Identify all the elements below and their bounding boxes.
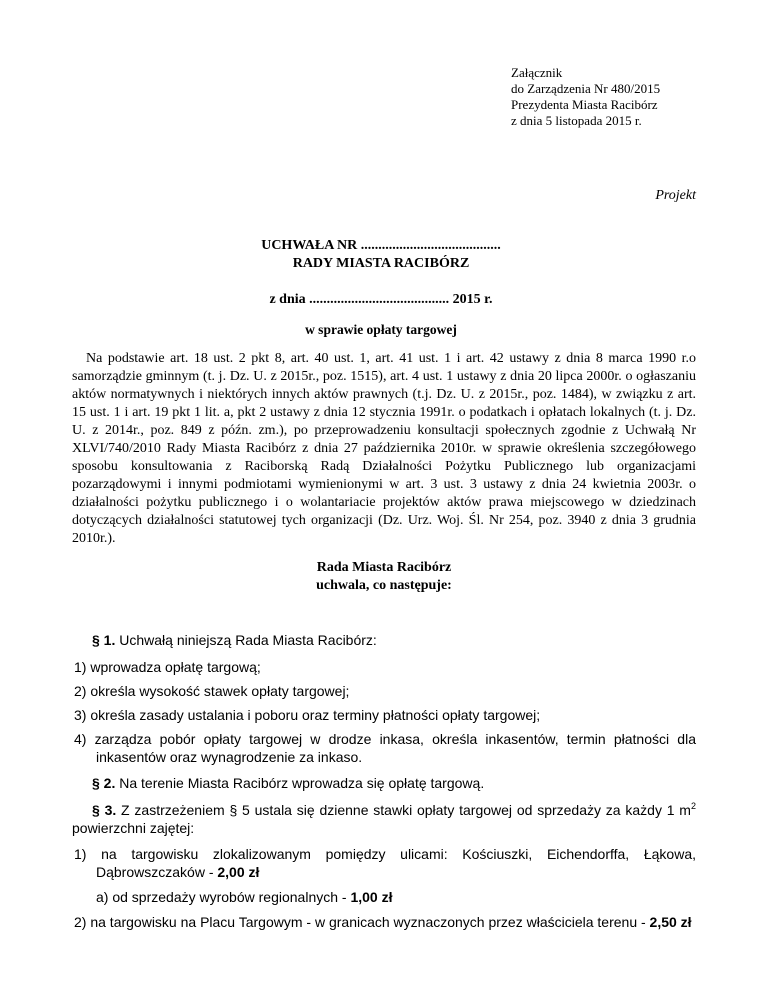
council-name-line: Rada Miasta Racibórz xyxy=(316,560,452,575)
section-1 xyxy=(92,632,377,648)
resolves-line: uchwala, co następuje: xyxy=(316,578,452,593)
section-2-number: § 2. xyxy=(92,775,116,791)
superscript-2: 2 xyxy=(690,801,696,811)
resolution-date: z dnia ........................................ 2015 r. xyxy=(269,292,493,307)
section-1-item-1: 1) wprowadza opłatę targową; xyxy=(74,659,261,675)
section-3-item-1a xyxy=(96,889,393,905)
resolution-title xyxy=(0,237,765,273)
item-2-text: 2) na targowisku na Placu Targowym - w granicach wyznaczonych przez właściciela terenu - xyxy=(74,914,650,930)
item-1a-rate: 1,00 zł xyxy=(350,889,393,905)
section-2-text: Na terenie Miasta Racibórz wprowadza się opłatę targową. xyxy=(115,775,485,791)
section-3-item-1 xyxy=(74,845,696,881)
annex-issuer: Prezydenta Miasta Racibórz xyxy=(511,97,658,112)
section-3-number: § 3. xyxy=(92,802,117,818)
legal-basis-paragraph: Na podstawie art. 18 ust. 2 pkt 8, art. 40 ust. 1, art. 41 ust. 1 i art. 42 ustawy z dnia 8 marca 1990 r.o samorządzie gminnym (t. j. Dz. U. z 2015r., poz. 1515), art. 4 ust. 1 ustawy z dnia 20 lipca 2000r. o ogłaszaniu aktów normatywnych i niektórych innych aktów prawnych (t.j. Dz. U. z 2015r., poz. 1484), w związku z art. 15 ust. 1 i art. 19 pkt 1 lit. a, pkt 2 ustawy z dnia 12 stycznia 1991r. o podatkach i opłatach lokalnych (t. j. Dz. U. z 2014r., poz. 849 z późn. zm.), po przeprowadzeniu konsultacji społecznych zgodnie z Uchwałą Nr XLVI/740/2010 Rady Miasta Racibórz z dnia 27 października 2010r. w sprawie określenia szczegółowego sposobu konsultowania z Raciborską Radą Działalności Pożytku Publicznego lub organizacjami pozarządowymi i innymi podmiotami wymienionymi w art. 3 ust. 3 ustawy z dnia 24 kwietnia 2003r. o działalności pożytku publicznego i o wolantariacie projektów aktów prawa miejscowego w dziedzinach dotyczących działalności statutowej tych organizacji (Dz. Urz. Woj. Śl. Nr 254, poz. 3940 z dnia 3 grudnia 2010r.). xyxy=(72,351,696,546)
section-1-text: Uchwałą niniejszą Rada Miasta Racibórz: xyxy=(115,632,377,648)
section-3-item-2 xyxy=(74,913,696,931)
resolution-number: UCHWAŁA NR ........................................ xyxy=(261,238,501,253)
section-1-item-4: 4) zarządza pobór opłaty targowej w drodze inkasa, określa inkasentów, termin płatności dla inkasentów oraz wynagrodzenie za inkaso. xyxy=(74,731,696,765)
annex-label: Załącznik xyxy=(511,65,563,80)
annex-block xyxy=(511,65,660,129)
resolution-subject: w sprawie opłaty targowej xyxy=(305,322,457,337)
annex-reference: do Zarządzenia Nr 480/2015 xyxy=(511,81,661,96)
item-1-rate: 2,00 zł xyxy=(217,864,260,880)
draft-label: Projekt xyxy=(655,188,696,203)
section-3-text-end: powierzchni zajętej: xyxy=(72,820,195,836)
annex-date: z dnia 5 listopada 2015 r. xyxy=(511,113,642,128)
section-1-item-3: 3) określa zasady ustalania i poboru oraz terminy płatności opłaty targowej; xyxy=(74,707,541,723)
item-1-text: 1) na targowisku zlokalizowanym pomiędzy ulicami: Kościuszki, Eichendorffa, Łąkowa, Dąbrowszczaków - xyxy=(74,846,696,880)
section-1-item-2: 2) określa wysokość stawek opłaty targowej; xyxy=(74,683,350,699)
section-1-number: § 1. xyxy=(92,632,116,648)
item-2-rate: 2,50 zł xyxy=(649,914,692,930)
section-2 xyxy=(92,775,484,791)
council-resolves xyxy=(0,559,768,595)
council-name: RADY MIASTA RACIBÓRZ xyxy=(292,256,470,271)
item-1a-text: a) od sprzedaży wyrobów regionalnych - xyxy=(96,889,351,905)
section-3-text: Z zastrzeżeniem § 5 ustala się dzienne stawki opłaty targowej od sprzedaży za każdy 1 m xyxy=(116,802,691,818)
section-3 xyxy=(72,801,696,837)
